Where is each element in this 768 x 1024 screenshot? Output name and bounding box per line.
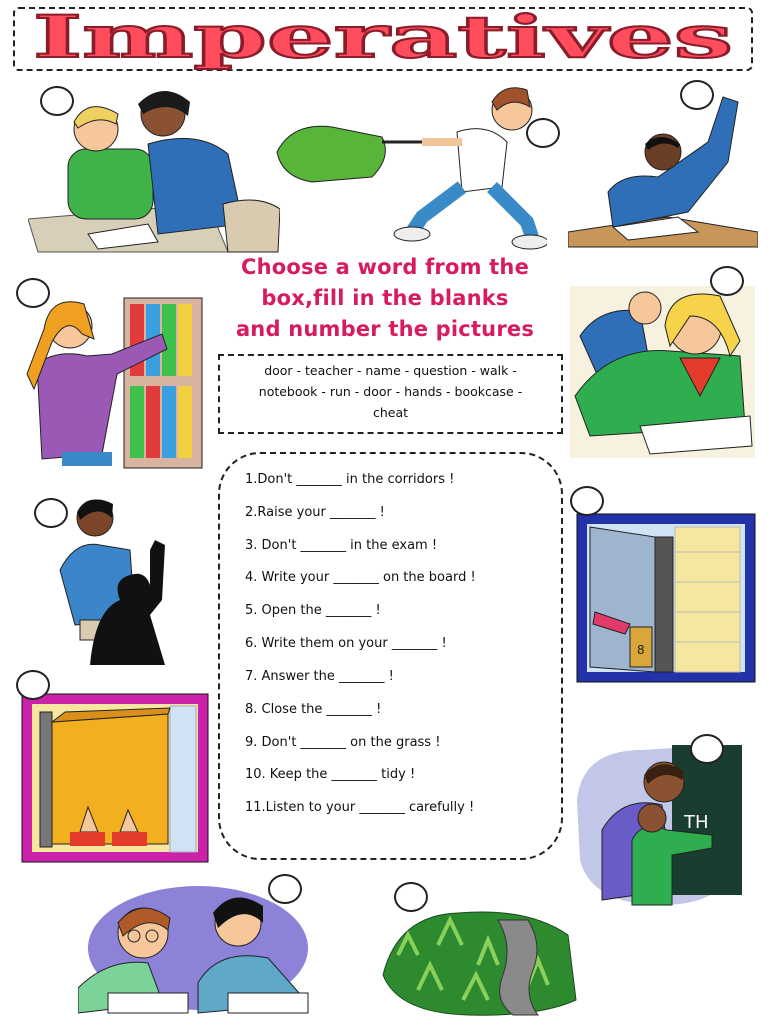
word-list-line: notebook - run - door - hands - bookcase - (258, 384, 523, 399)
instruction-line: box,fill in the blanks (261, 286, 509, 310)
board-text: TH (684, 812, 709, 833)
instruction-line: and number the pictures (235, 317, 535, 341)
sentence-5: 5. Open the _______ ! (245, 603, 381, 618)
sentence-7: 7. Answer the _______ ! (245, 669, 394, 684)
number-bubble-3[interactable] (680, 80, 714, 110)
instruction-line: Choose a word from the (240, 255, 530, 279)
instruction-text (205, 252, 565, 345)
sentence-9: 9. Don't _______ on the grass ! (245, 735, 441, 750)
number-bubble-10[interactable] (268, 874, 302, 904)
word-list-line: cheat (372, 405, 409, 420)
sentence-4: 4. Write your _______ on the board ! (245, 570, 476, 585)
number-bubble-2[interactable] (526, 118, 560, 148)
sentence-2: 2.Raise your _______ ! (245, 505, 385, 520)
sentence-3: 3. Don't _______ in the exam ! (245, 538, 438, 553)
door-number: 8 (637, 643, 645, 657)
picture-girl-at-bookcase (22, 294, 204, 470)
sentence-11: 11.Listen to your _______ carefully ! (245, 800, 475, 815)
sentence-8: 8. Close the _______ ! (245, 702, 382, 717)
picture-student-raising-hand (568, 82, 758, 252)
sentence-1: 1.Don't _______ in the corridors ! (245, 472, 455, 487)
picture-teacher-at-board (572, 740, 747, 910)
picture-boy-running (272, 82, 547, 252)
number-bubble-7[interactable] (570, 486, 604, 516)
picture-girl-writing (570, 286, 755, 458)
number-bubble-5[interactable] (710, 266, 744, 296)
sentence-10: 10. Keep the _______ tidy ! (245, 767, 416, 782)
number-bubble-6[interactable] (34, 498, 68, 528)
page-title: Imperatives (33, 7, 733, 71)
picture-closing-door (20, 692, 210, 864)
number-bubble-8[interactable] (16, 670, 50, 700)
number-bubble-4[interactable] (16, 278, 50, 308)
word-box (218, 354, 563, 434)
title-banner (13, 7, 753, 71)
word-list-line: door - teacher - name - question - walk - (264, 363, 517, 378)
number-bubble-9[interactable] (690, 734, 724, 764)
number-bubble-1[interactable] (40, 86, 74, 116)
picture-teacher-and-silhouette (50, 490, 175, 665)
number-bubble-11[interactable] (394, 882, 428, 912)
picture-grass-path (378, 905, 578, 1017)
picture-opening-door (575, 512, 757, 684)
sentence-6: 6. Write them on your _______ ! (245, 636, 447, 651)
